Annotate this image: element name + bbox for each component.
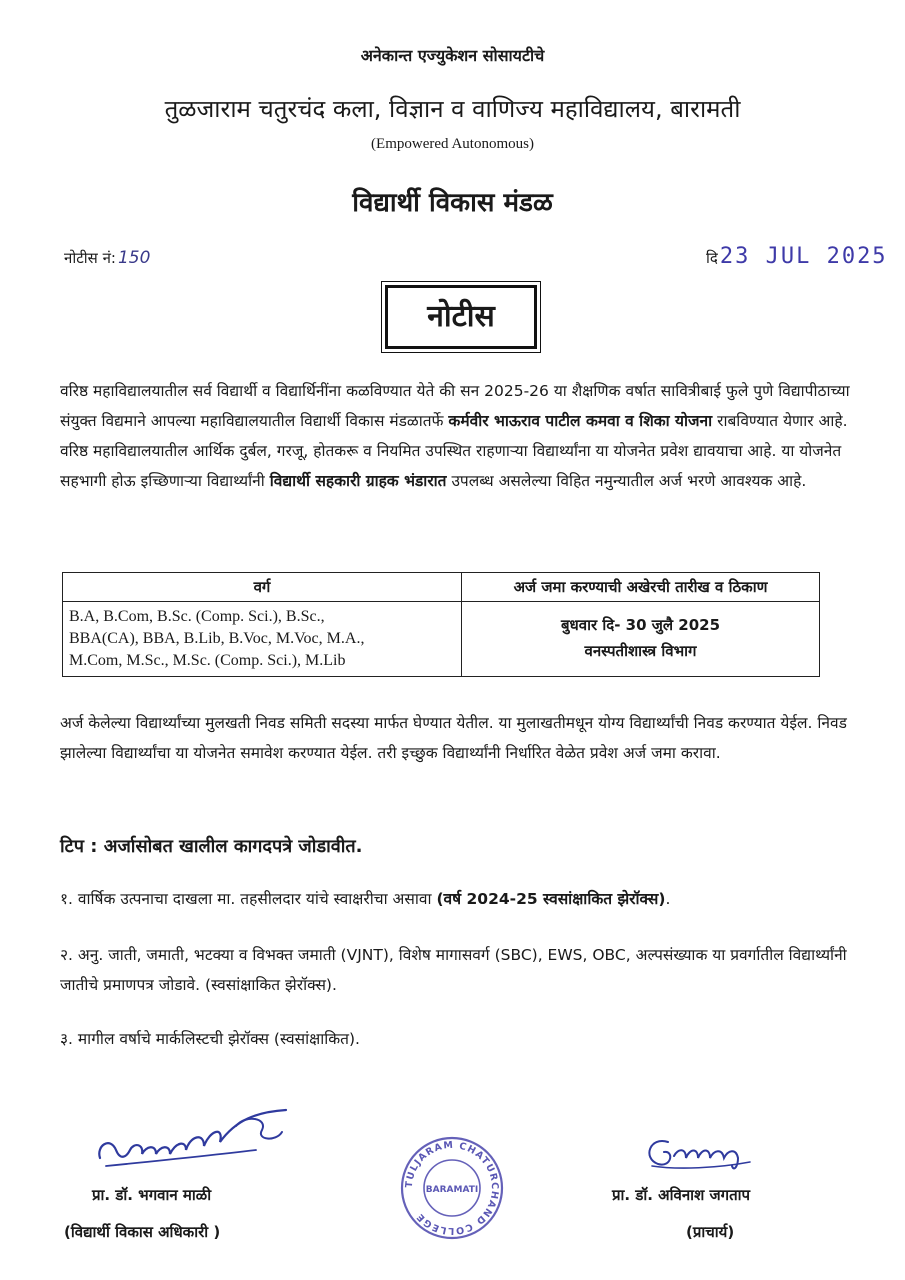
document-item-3: ३. मागील वर्षाचे मार्कलिस्टची झेरॉक्स (स्वसांक्षाकित). (60, 1030, 360, 1048)
notice-number-label: नोटीस नं: (64, 249, 116, 267)
right-signature (638, 1126, 758, 1178)
right-signatory-name: प्रा. डॉ. अविनाश जगताप (612, 1186, 751, 1204)
class-line: M.Com, M.Sc., M.Sc. (Comp. Sci.), M.Lib (69, 652, 346, 669)
document-item-2: २. अनु. जाती, जमाती, भटक्या व विभक्त जमाती (VJNT), विशेष मागासवर्ग (SBC), EWS, OBC, अल्पसंख्याक या प्रवर्गातील विद्यार्थ्यांनी जातीचे प्रमाणपत्र जोडावे. (स्वसांक्षाकित झेरॉक्स). (60, 946, 847, 994)
notice-heading: नोटीस (385, 285, 537, 349)
deadline-date: बुधवार दि- 30 जुलै 2025 (560, 616, 721, 634)
table-header-class: वर्ग (63, 573, 462, 602)
seal-center-text: BARAMATI (425, 1185, 479, 1195)
class-list-cell (63, 602, 462, 677)
intro-text-3: उपलब्ध असलेल्या विहित नमुन्यातील अर्ज भरणे आवश्यक आहे. (446, 472, 807, 490)
table-header-row (63, 573, 820, 602)
class-line: B.A, B.Com, B.Sc. (Comp. Sci.), B.Sc., (69, 608, 325, 625)
documents-tip: टिप : अर्जासोबत खालील कागदपत्रे जोडावीत. (60, 836, 363, 857)
selection-paragraph: अर्ज केलेल्या विद्यार्थ्यांच्या मुलखती निवड समिती सदस्या मार्फत घेण्यात येतील. या मुलाखतीमधून योग्य विद्यार्थ्यांची निवड करण्यात येईल. निवड झालेल्या विद्यार्थ्यांचा या योजनेत समावेश करण्यात येईल. तरी इच्छुक विद्यार्थ्यांनी निर्धारित वेळेत प्रवेश अर्ज जमा करावा. (60, 714, 847, 762)
deadline-cell (462, 602, 820, 677)
document-item-1-bold: (वर्ष 2024-25 स्वसांक्षाकित झेरॉक्स) (436, 890, 666, 908)
college-name: तुळजाराम चतुरचंद कला, विज्ञान व वाणिज्य महाविद्यालय, बारामती (164, 95, 741, 123)
document-item-1-text: १. वार्षिक उत्पनाचा दाखला मा. तहसीलदार यांचे स्वाक्षरीचा असावा (60, 890, 437, 908)
society-name: अनेकान्त एज्युकेशन सोसायटीचे (360, 46, 545, 65)
date-stamp: 23 JUL 2025 (719, 244, 888, 269)
intro-text-2: राबविण्यात येणार आहे. वरिष्ठ महाविद्यालयातील आर्थिक दुर्बल, गरजू, होतकरू व नियमित उपस्थित राहणाऱ्या विद्यार्थ्यांना या योजनेत प्रवेश द्यावयाचा आहे. या योजनेत सहभागी होऊ इच्छिणाऱ्या विद्यार्थ्यांनी (60, 412, 848, 490)
left-signatory-role: (विद्यार्थी विकास अधिकारी ) (64, 1223, 221, 1241)
svg-text:TULJARAM CHATURCHAND COLLEGE: TULJARAM CHATURCHAND COLLEGE (403, 1139, 501, 1237)
college-seal-icon (398, 1134, 506, 1242)
table-header-deadline: अर्ज जमा करण्याची अखेरची तारीख व ठिकाण (462, 573, 820, 602)
date-label: दि (706, 249, 718, 267)
intro-paragraph (60, 376, 850, 496)
store-name: विद्यार्थी सहकारी ग्राहक भंडारात (269, 472, 447, 490)
document-item-1-end: . (665, 890, 671, 908)
right-signatory-role: (प्राचार्य) (686, 1223, 735, 1241)
autonomous-status: (Empowered Autonomous) (371, 136, 534, 152)
deadline-table (62, 572, 820, 677)
department-title: विद्यार्थी विकास मंडळ (352, 188, 553, 218)
left-signatory-name: प्रा. डॉ. भगवान माळी (92, 1186, 212, 1204)
notice-number-value: 150 (117, 248, 151, 268)
document-item-1 (60, 884, 850, 914)
class-line: BBA(CA), BBA, B.Lib, B.Voc, M.Voc, M.A., (69, 630, 365, 647)
table-row (63, 602, 820, 677)
left-signature (86, 1096, 306, 1186)
scheme-name: कर्मवीर भाऊराव पाटील कमवा व शिका योजना (448, 412, 713, 430)
notice-number (64, 248, 150, 268)
intro-text-1: वरिष्ठ महाविद्यालयातील सर्व विद्यार्थी व विद्यार्थिनींना कळविण्यात येते की सन 2025-26 या शैक्षणिक वर्षात सावित्रीबाई फुले पुणे विद्यापीठाच्या संयुक्त विद्यमाने आपल्या महाविद्यालयातील विद्यार्थी विकास मंडळातर्फे (60, 382, 850, 430)
deadline-place: वनस्पतीशास्त्र विभाग (584, 642, 697, 660)
notice-date (706, 244, 888, 269)
